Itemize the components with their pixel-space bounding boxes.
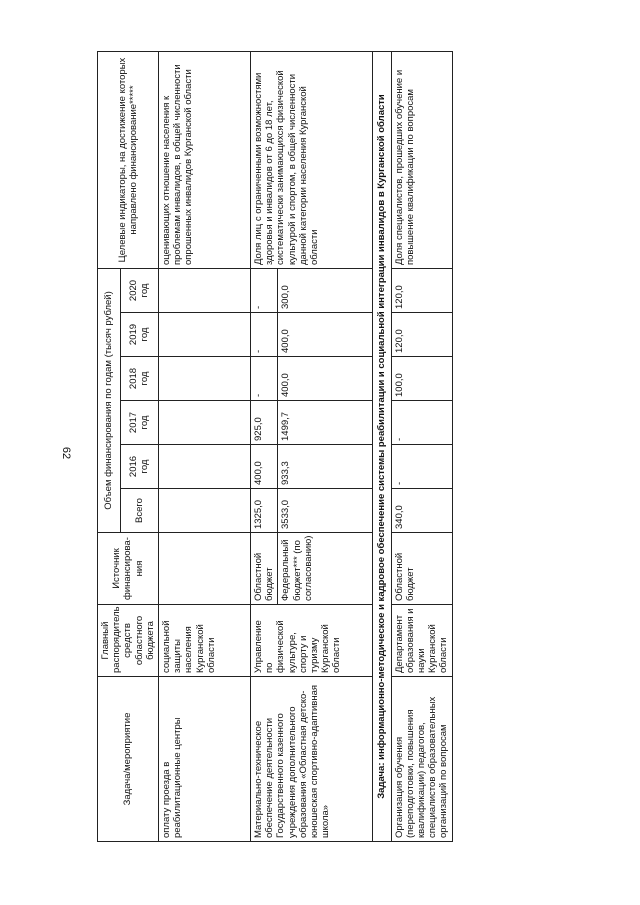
header-indicators: Целевые индикаторы, на достижение которых направлено финансирование***** xyxy=(98,52,159,269)
header-2016: 2016 год xyxy=(120,445,158,489)
row2b-2017: 1499,7 xyxy=(278,401,373,445)
row3-manager: Департамент образования и науки Курганской области xyxy=(391,605,452,677)
table-row xyxy=(251,52,278,842)
header-2018: 2018 год xyxy=(120,357,158,401)
header-task: Задача/мероприятие xyxy=(98,677,159,842)
task-heading: Задача: информационно-методическое и кадровое обеспечение системы реабилитации и социальной интеграции инвалидов в Курганской области xyxy=(373,52,391,842)
rotated-table-container xyxy=(97,52,537,842)
financing-table xyxy=(97,51,453,842)
row1-manager: социальной защиты населения Курганской области xyxy=(159,605,251,677)
row2b-2018: 400,0 xyxy=(278,357,373,401)
header-volume: Объем финансирования по годам (тысяч рублей) xyxy=(98,269,121,533)
row2-manager: Управление по физической культуре, спорту и туризму Курганской области xyxy=(251,605,373,677)
row3-2018: 100,0 xyxy=(391,357,452,401)
header-manager: Главный распорядитель средств областного бюджета xyxy=(98,605,159,677)
row2a-2017: 925,0 xyxy=(251,401,278,445)
row2b-2016: 933,3 xyxy=(278,445,373,489)
header-2017: 2017 год xyxy=(120,401,158,445)
header-2020: 2020 год xyxy=(120,269,158,313)
row2a-2016: 400,0 xyxy=(251,445,278,489)
header-2019: 2019 год xyxy=(120,313,158,357)
row2b-total: 3533,0 xyxy=(278,489,373,533)
row3-2016: - xyxy=(391,445,452,489)
row2-task: Материально-техническое обеспечение деятельности Государственного казенного учреждения дополнительного образования «Областная детско-юношеская спортивно-адаптивная школа» xyxy=(251,677,373,842)
row3-2019: 120,0 xyxy=(391,313,452,357)
task-heading-row xyxy=(373,52,391,842)
row2b-2020: 300,0 xyxy=(278,269,373,313)
header-source: Источник финансирова-ния xyxy=(98,533,159,605)
header-total: Всего xyxy=(120,489,158,533)
row3-2017: - xyxy=(391,401,452,445)
row3-2020: 120,0 xyxy=(391,269,452,313)
row3-indicator: Доля специалистов, прошедших обучение и повышение квалификации по вопросам xyxy=(391,52,452,269)
row2a-2019: - xyxy=(251,313,278,357)
row1-indicator: оценивающих отношение населения к проблемам инвалидов, в общей численности опрошенных инвалидов Курганской области xyxy=(159,52,251,269)
row2b-2019: 400,0 xyxy=(278,313,373,357)
page-number: 62 xyxy=(60,446,73,460)
row2a-total: 1325,0 xyxy=(251,489,278,533)
row2a-source: Областной бюджет xyxy=(251,533,278,605)
row3-total: 340,0 xyxy=(391,489,452,533)
table-row xyxy=(159,52,251,842)
row2a-2018: - xyxy=(251,357,278,401)
row2-indicator: Доля лиц с ограниченными возможностями здоровья и инвалидов от 6 до 18 лет, систематически занимающихся физической культурой и спортом, в общей численности данной категории населения Курганской области xyxy=(251,52,373,269)
row3-source: Областной бюджет xyxy=(391,533,452,605)
table-row xyxy=(391,52,452,842)
row1-task: оплату проезда в реабилитационные центры xyxy=(159,677,251,842)
header-row-1 xyxy=(98,52,121,842)
row2b-source: Федеральный бюджет*** (по согласованию) xyxy=(278,533,373,605)
row2a-2020: - xyxy=(251,269,278,313)
row3-task: Организация обучения (переподготовки, повышения квалификации) педагогов, специалистов образовательных организаций по вопросам xyxy=(391,677,452,842)
